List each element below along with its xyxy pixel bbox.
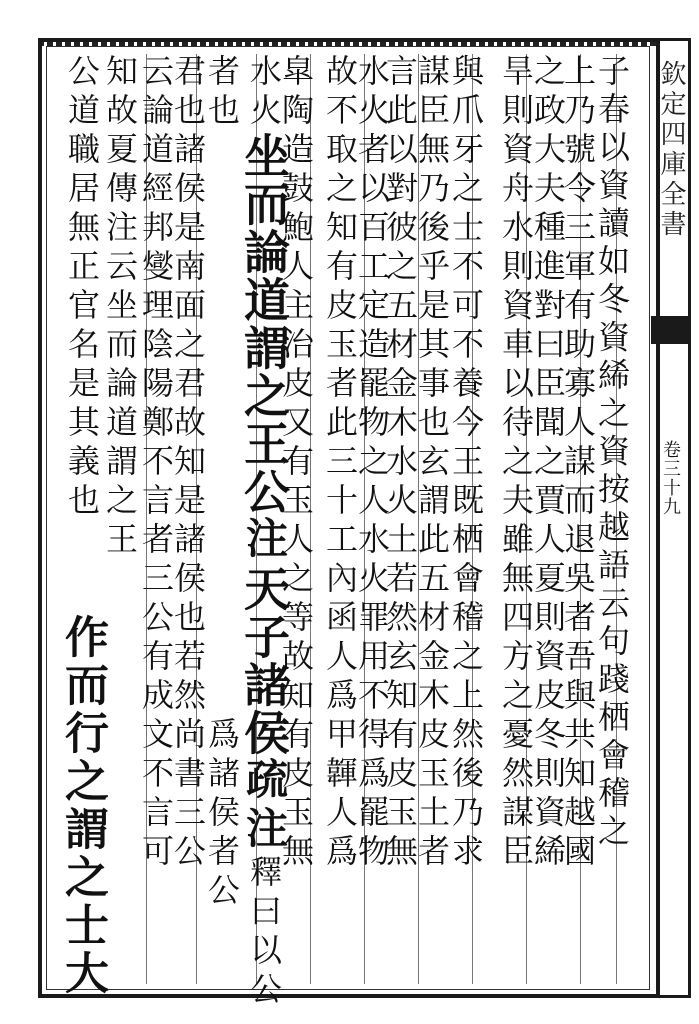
text-column: 上乃號令三軍有助寡人謀而退吳者吾與共知越國 <box>559 54 597 873</box>
text-column: 云論道經邦燮理陰陽鄭不言者三公有成文不言可 <box>137 54 175 873</box>
text-column: 水火者以百工定造罷物之人水火罪用不得爲罷物 <box>353 54 391 873</box>
text-column: 公道職居無正官名是其義也 <box>63 54 101 522</box>
text-column: 謀臣無乃後乎是其事也玄謂此五材金木皮玉土者 <box>413 54 451 873</box>
text-column: 子春以資讀如冬資絺之資按越語云句踐栖會稽之 <box>593 54 631 852</box>
book-title: 欽定四庫全書 <box>656 60 686 240</box>
text-column: 皐陶造鼓鮑人主治皮又有玉人之等故知有皮玉無 <box>277 54 315 873</box>
text-column: 與爪牙之士不可不養今王既栖會稽之上然後乃求 <box>447 54 485 873</box>
fishtail-mark <box>651 316 691 344</box>
main-text-run: 坐而論道謂之王公 <box>237 132 291 516</box>
main-text-run: 天子諸侯 <box>237 565 291 757</box>
annotation-marker: 注 <box>240 516 289 565</box>
text-body <box>56 54 646 1011</box>
commentary-run: 水火 <box>245 54 283 132</box>
annotation-marker: 注 <box>240 806 289 855</box>
subcommentary-marker: 疏 <box>240 757 289 806</box>
main-text-column <box>237 54 291 1011</box>
text-column: 旱則資舟水則資車以待之夫雖無四方之憂然謀臣 <box>497 54 535 873</box>
commentary-run: 釋曰以公 <box>245 855 283 1011</box>
main-text-column: 作而行之謂之士大 <box>57 614 108 998</box>
volume-number: 卷三十九 <box>660 440 681 516</box>
text-column: 君也諸侯是南面之君故知是諸侯也若然尚書三公 <box>169 54 207 873</box>
text-column: 知故夏傳注云坐而論道謂之王 <box>101 54 139 561</box>
text-column: 之政大夫種進對曰臣聞之賈人夏則資皮冬則資絺 <box>529 54 567 873</box>
text-column: 故不取之知有皮玉者此三十工內函人爲甲韗人爲 <box>321 54 359 873</box>
text-column: 者也 爲諸侯者公 <box>203 54 241 912</box>
text-column: 言此以對彼之五材金木水火土若然玄知有皮玉無 <box>381 54 419 873</box>
